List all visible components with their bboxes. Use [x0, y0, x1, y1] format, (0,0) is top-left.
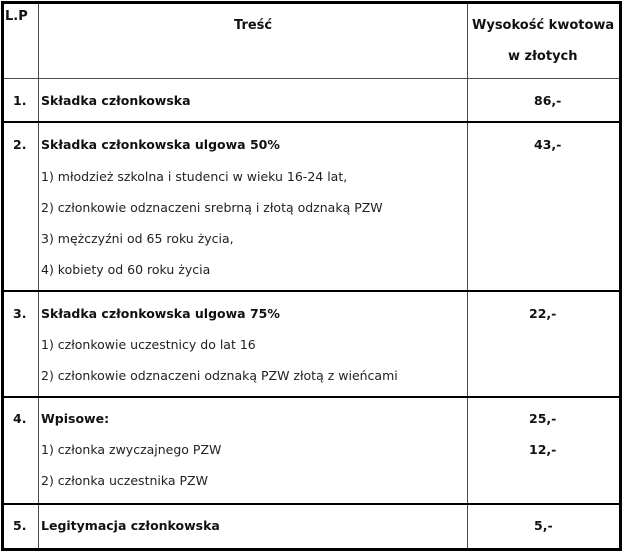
table-border-right [619, 1, 622, 551]
row-divider-2 [4, 290, 619, 292]
row-3-amount: 22,- [529, 306, 557, 321]
row-2-item-3: 3) mężczyźni od 65 roku życia, [41, 231, 234, 246]
row-2-lp: 2. [13, 137, 27, 152]
row-3-item-1: 1) członkowie uczestnicy do lat 16 [41, 337, 256, 352]
row-divider-1 [4, 121, 619, 123]
row-3-item-2: 2) członkowie odznaczeni odznaką PZW złotą z wieńcami [41, 368, 398, 383]
column-divider-1 [38, 4, 39, 548]
row-4-item-1-amount: 12,- [529, 442, 557, 457]
row-2-title: Składka członkowska ulgowa 50% [41, 137, 280, 152]
row-2-item-4: 4) kobiety od 60 roku życia [41, 262, 211, 277]
row-5-amount: 5,- [534, 518, 553, 533]
table-border-left [1, 1, 4, 551]
row-1-amount: 86,- [534, 93, 562, 108]
row-1-title: Składka członkowska [41, 93, 191, 108]
row-5-title: Legitymacja członkowska [41, 518, 220, 533]
row-4-item-1: 1) członka zwyczajnego PZW [41, 442, 222, 457]
row-5-lp: 5. [13, 518, 27, 533]
row-4-title: Wpisowe: [41, 411, 110, 426]
row-divider-4 [4, 503, 619, 505]
row-4-lp: 4. [13, 411, 27, 426]
header-amount-line2: w złotych [508, 49, 578, 64]
row-2-amount: 43,- [534, 137, 562, 152]
header-content: Treść [234, 18, 273, 33]
header-amount-line1: Wysokość kwotowa [472, 18, 615, 33]
row-divider-3 [4, 396, 619, 398]
table-border-bottom [1, 548, 622, 551]
header-lp: L.P [5, 9, 28, 24]
column-divider-2 [467, 4, 468, 548]
row-2-item-2: 2) członkowie odznaczeni srebrną i złotą odznaką PZW [41, 200, 383, 215]
row-2-item-1: 1) młodzież szkolna i studenci w wieku 16-24 lat, [41, 169, 348, 184]
row-4-item-2: 2) członka uczestnika PZW [41, 473, 208, 488]
table-border-top [1, 1, 622, 4]
row-3-lp: 3. [13, 306, 27, 321]
row-4-amount: 25,- [529, 411, 557, 426]
row-3-title: Składka członkowska ulgowa 75% [41, 306, 280, 321]
row-1-lp: 1. [13, 93, 27, 108]
row-divider-header [4, 78, 619, 79]
